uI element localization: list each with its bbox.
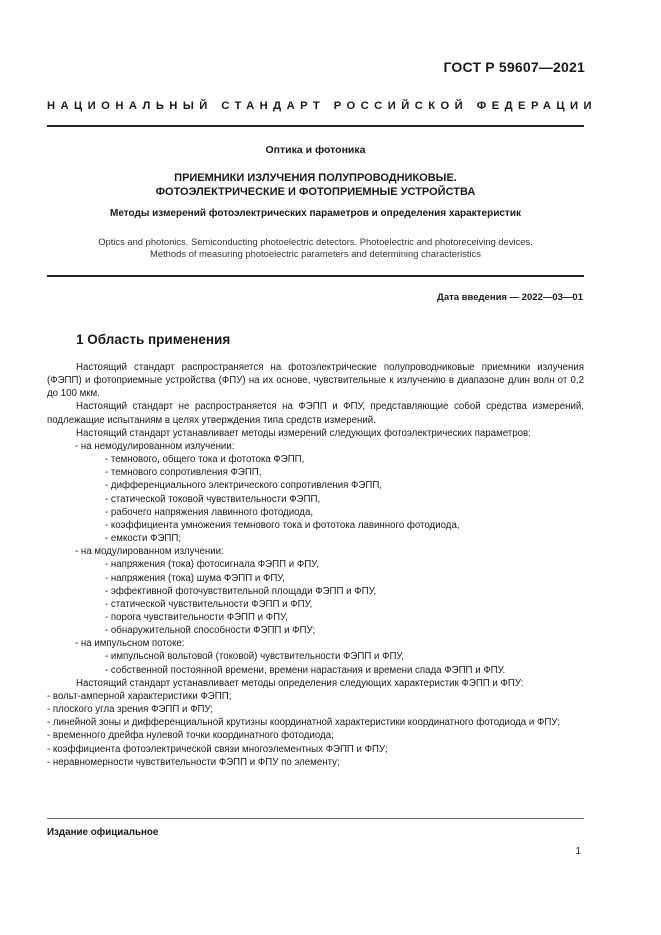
- paragraph: Настоящий стандарт распространяется на фотоэлектрические полупроводниковые приемники излучения (ФЭПП) и фотоприемные устройства (ФПУ) на их основе, чувствительные к излучению в диапазоне длин волн от 0,2 до 100 мкм.: [47, 362, 584, 400]
- list-item: - порога чувствительности ФЭПП и ФПУ,: [105, 611, 288, 623]
- standard-number: ГОСТ Р 59607—2021: [443, 59, 585, 75]
- effective-date: Дата введения — 2022—03—01: [437, 292, 583, 303]
- list-item: - напряжения (тока) шума ФЭПП и ФПУ,: [105, 572, 285, 584]
- list-item: - напряжения (тока) фотосигнала ФЭПП и ФПУ,: [105, 559, 319, 571]
- english-title-line-1: Optics and photonics. Semiconducting photoelectric detectors. Photoelectric and photoreceiving devices.: [98, 236, 533, 247]
- list-item: - емкости ФЭПП;: [105, 533, 182, 545]
- list-item: - временного дрейфа нулевой точки координатного фотодиода;: [47, 730, 334, 742]
- subject-area: Оптика и фотоника: [265, 144, 366, 156]
- section-body: [47, 361, 584, 769]
- list-item: - обнаружительной способности ФЭПП и ФПУ;: [105, 625, 316, 637]
- title-line-2: ФОТОЭЛЕКТРИЧЕСКИЕ И ФОТОПРИЕМНЫЕ УСТРОЙСТВА: [155, 186, 476, 198]
- list-item: - темнового, общего тока и фототока ФЭПП,: [105, 454, 305, 466]
- list-item: - статической чувствительности ФЭПП и ФПУ,: [105, 598, 313, 610]
- list-group-heading: - на модулированном излучении:: [75, 546, 224, 558]
- list-item: - коэффициента фотоэлектрической связи многоэлементных ФЭПП и ФПУ;: [47, 743, 388, 755]
- english-title-line-2: Methods of measuring photoelectric parameters and determining characteristics: [150, 248, 481, 259]
- paragraph: Настоящий стандарт устанавливает методы измерений следующих фотоэлектрических параметров:: [76, 427, 531, 439]
- title-line-1: ПРИЕМНИКИ ИЗЛУЧЕНИЯ ПОЛУПРОВОДНИКОВЫЕ.: [174, 172, 457, 184]
- title-divider: [47, 275, 584, 277]
- document-subtitle: Методы измерений фотоэлектрических параметров и определения характеристик: [109, 208, 521, 219]
- list-item: - статической токовой чувствительности ФЭПП,: [105, 493, 321, 505]
- top-divider: [47, 125, 584, 127]
- paragraph: Настоящий стандарт устанавливает методы определения следующих характеристик ФЭПП и ФПУ:: [76, 677, 524, 689]
- page-number: 1: [575, 846, 581, 857]
- paragraph: Настоящий стандарт не распространяется на ФЭПП и ФПУ, представляющие собой средства измерений, подлежащие испытаниям в целях утверждения типа средств измерений.: [47, 401, 584, 426]
- list-group-heading: - на импульсном потоке:: [75, 638, 185, 650]
- list-item: - импульсной вольтовой (токовой) чувствительности ФЭПП и ФПУ,: [105, 651, 404, 663]
- list-item: - вольт-амперной характеристики ФЭПП;: [47, 690, 232, 702]
- national-standard-heading: НАЦИОНАЛЬНЫЙ СТАНДАРТ РОССИЙСКОЙ ФЕДЕРАЦИИ: [47, 100, 598, 112]
- section-heading: 1 Область применения: [76, 332, 231, 347]
- list-item: - собственной постоянной времени, времени нарастания и времени спада ФЭПП и ФПУ.: [105, 664, 506, 676]
- list-item: - дифференциального электрического сопротивления ФЭПП,: [105, 480, 382, 492]
- english-title: [47, 236, 584, 260]
- list-item: - темнового сопротивления ФЭПП,: [105, 467, 262, 479]
- list-item: - коэффициента умножения темнового тока и фототока лавинного фотодиода,: [105, 519, 460, 531]
- document-title: [47, 171, 584, 199]
- footer-divider: [47, 818, 584, 819]
- official-edition-label: Издание официальное: [47, 827, 159, 838]
- list-item: - неравномерности чувствительности ФЭПП и ФПУ по элементу;: [47, 756, 340, 768]
- list-group-heading: - на немодулированном излучении:: [75, 440, 235, 452]
- list-item: - линейной зоны и дифференциальной крутизны координатной характеристики координатного фотодиода и ФПУ;: [47, 717, 560, 729]
- list-item: - рабочего напряжения лавинного фотодиода,: [105, 506, 314, 518]
- list-item: - плоского угла зрения ФЭПП и ФПУ;: [47, 704, 214, 716]
- list-item: - эффективной фоточувствительной площади ФЭПП и ФПУ,: [105, 585, 377, 597]
